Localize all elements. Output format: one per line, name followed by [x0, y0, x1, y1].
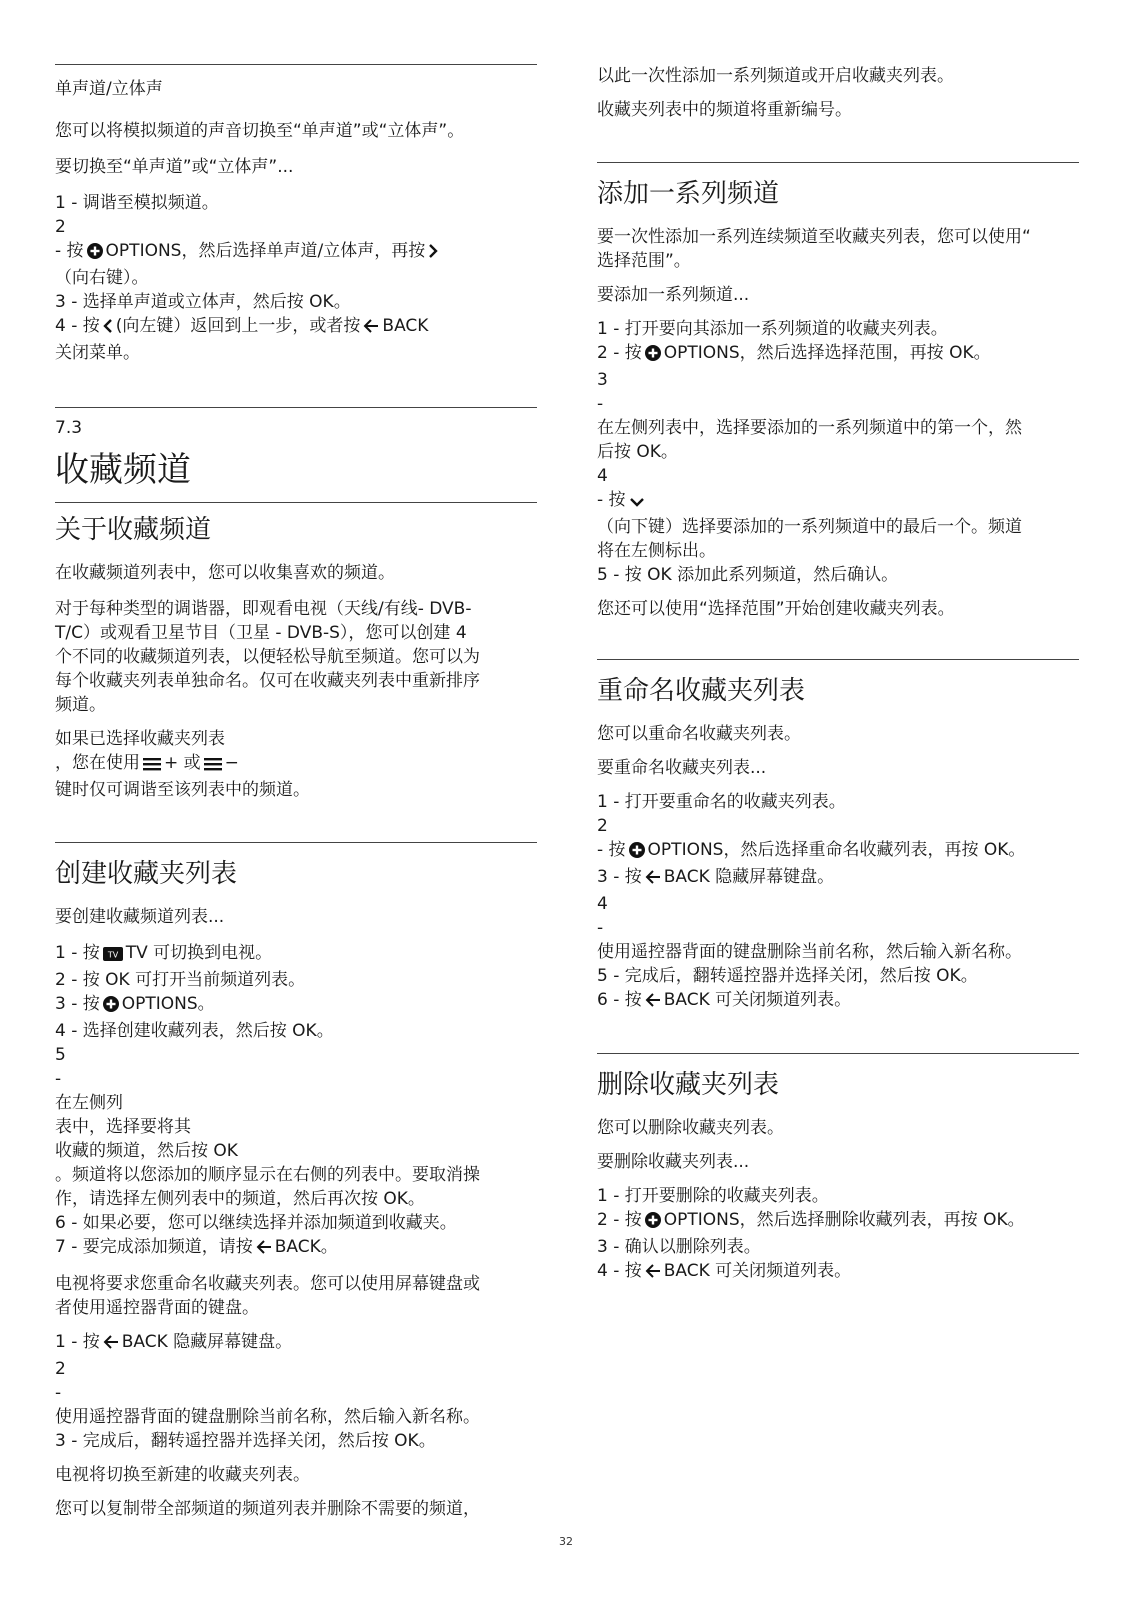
step-text: OPTIONS，然后选择重命名收藏列表，再按 OK。 [647, 840, 1026, 860]
step: 6 - 如果必要，您可以继续选择并添加频道到收藏夹。 [55, 1213, 457, 1233]
paragraph: 要添加一系列频道... [597, 285, 750, 305]
step-text: - 按 [597, 840, 626, 860]
step-text: 4 - 按 [55, 316, 100, 336]
step-number: 2 [597, 816, 608, 836]
text-line: 4 [597, 894, 608, 914]
paragraph [55, 1272, 537, 1320]
step: 1 - 调谐至模拟频道。 [55, 193, 219, 213]
steps-list [55, 1330, 537, 1453]
text-line: 使用遥控器背面的键盘删除当前名称，然后输入新名称。 [55, 1407, 480, 1427]
divider [55, 842, 537, 843]
step-text: OPTIONS，然后选择单声道/立体声，再按 [105, 241, 426, 261]
back-arrow-icon [645, 868, 661, 892]
section-number: 7.3 [55, 418, 83, 438]
section-title: 关于收藏频道 [55, 515, 212, 545]
plus-circle-icon [645, 344, 661, 368]
step-text: OPTIONS，然后选择选择范围，再按 OK。 [663, 343, 991, 363]
text-line: 。频道将以您添加的顺序显示在右侧的列表中。要取消操 [55, 1165, 480, 1185]
tv-icon [103, 944, 123, 968]
step: 1 - 打开要重命名的收藏夹列表。 [597, 792, 846, 812]
step-text: 1 - 按 [55, 943, 100, 963]
plus-circle-icon [87, 242, 103, 266]
paragraph: 要创建收藏频道列表... [55, 907, 225, 927]
step: 3 - 完成后，翻转遥控器并选择关闭，然后按 OK。 [55, 1431, 436, 1451]
step-text: 7 - 要完成添加频道，请按 [55, 1237, 253, 1257]
right-column [597, 64, 1079, 1296]
text-line: 表中，选择要将其 [55, 1117, 191, 1137]
step: 5 - 完成后，翻转遥控器并选择关闭，然后按 OK。 [597, 966, 978, 986]
step [597, 988, 1079, 1015]
paragraph: 要删除收藏夹列表... [597, 1152, 750, 1172]
text-line: 要一次性添加一系列连续频道至收藏夹列表，您可以使用“ [597, 227, 1031, 247]
text-line: - [597, 394, 604, 414]
step-text: BACK 隐藏屏幕键盘。 [121, 1332, 293, 1352]
step [597, 1208, 1079, 1235]
paragraph: 您还可以使用“选择范围”开始创建收藏夹列表。 [597, 599, 955, 619]
paragraph: 您可以复制带全部频道的频道列表并删除不需要的频道， [55, 1499, 480, 1519]
paragraph: 要重命名收藏夹列表... [597, 758, 767, 778]
step-number: 2 [55, 217, 66, 237]
page-number: 32 [559, 1535, 573, 1548]
plus-circle-icon [645, 1211, 661, 1235]
text-line: 每个收藏夹列表单独命名。仅可在收藏夹列表中重新排序 [55, 671, 480, 691]
chevron-left-icon [103, 317, 113, 341]
text: + 或 [164, 753, 201, 773]
divider [597, 162, 1079, 163]
paragraph: 您可以重命名收藏夹列表。 [597, 724, 801, 744]
step-text: BACK 可关闭频道列表。 [663, 990, 852, 1010]
divider [55, 502, 537, 503]
step [55, 1235, 537, 1262]
steps-list [597, 790, 1079, 1015]
step: 3 - 选择单声道或立体声，然后按 OK。 [55, 292, 351, 312]
plus-circle-icon [103, 995, 119, 1019]
text: − [224, 753, 239, 773]
paragraph: 在收藏频道列表中，您可以收集喜欢的频道。 [55, 563, 395, 583]
chapter-title: 收藏频道 [55, 450, 191, 490]
step-text: (向左键）返回到上一步，或者按 [115, 316, 361, 336]
paragraph: 您可以将模拟频道的声音切换至“单声道”或“立体声”。 [55, 121, 465, 141]
text-line: - [55, 1069, 62, 1089]
text-line: 频道。 [55, 695, 106, 715]
text-line: 在左侧列表中，选择要添加的一系列频道中的第一个，然 [597, 418, 1022, 438]
step-text: 3 - 按 [597, 867, 642, 887]
chevron-right-icon [428, 242, 438, 266]
text-line: 电视将要求您重命名收藏夹列表。您可以使用屏幕键盘或 [55, 1274, 480, 1294]
paragraph [597, 225, 1079, 273]
section-title: 添加一系列频道 [597, 179, 780, 209]
step-text: （向右键）。 [55, 268, 149, 288]
section-title: 创建收藏夹列表 [55, 859, 238, 889]
svg-text:TV: TV [107, 950, 118, 960]
list-icon [143, 754, 161, 778]
back-arrow-icon [103, 1333, 119, 1357]
paragraph: 要切换至“单声道”或“立体声”... [55, 157, 294, 177]
step [55, 314, 537, 341]
step-text: 2 - 按 [597, 343, 642, 363]
step [55, 992, 537, 1019]
text-line: 作，请选择左侧列表中的频道，然后再次按 OK。 [55, 1189, 425, 1209]
text-line: - [597, 918, 604, 938]
chevron-down-icon [629, 491, 645, 515]
text-line: 者使用遥控器背面的键盘。 [55, 1298, 259, 1318]
paragraph [55, 727, 537, 802]
text-line: - [55, 1383, 62, 1403]
step-text: 4 - 按 [597, 1261, 642, 1281]
text-line: 2 [55, 1359, 66, 1379]
steps-list [597, 1184, 1079, 1286]
text-line: 将在左侧标出。 [597, 541, 716, 561]
text-line: 如果已选择收藏夹列表 [55, 729, 225, 749]
text-line: 在左侧列 [55, 1093, 123, 1113]
text-line: 个不同的收藏频道列表，以便轻松导航至频道。您可以为 [55, 647, 480, 667]
text-line: 后按 OK。 [597, 442, 678, 462]
text-line: 5 [55, 1045, 66, 1065]
step-text: 关闭菜单。 [55, 343, 140, 363]
left-column [55, 64, 537, 1531]
subtitle: 单声道/立体声 [55, 79, 163, 99]
step: 3 - 确认以删除列表。 [597, 1237, 761, 1257]
step [597, 838, 1079, 865]
section-title: 删除收藏夹列表 [597, 1070, 780, 1100]
step [597, 341, 1079, 368]
text-line: T/C）或观看卫星节目（卫星 - DVB-S），您可以创建 4 [55, 623, 467, 643]
text-line: 3 [597, 370, 608, 390]
divider [597, 659, 1079, 660]
step [55, 239, 537, 266]
back-arrow-icon [363, 317, 379, 341]
step: 5 - 按 OK 添加此系列频道，然后确认。 [597, 565, 899, 585]
back-arrow-icon [645, 1262, 661, 1286]
step: 2 - 按 OK 可打开当前频道列表。 [55, 970, 306, 990]
step-text: 2 - 按 [597, 1210, 642, 1230]
text-line: 选择范围”。 [597, 251, 691, 271]
text-line [55, 751, 537, 778]
step-text: BACK 可关闭频道列表。 [663, 1261, 852, 1281]
text: ，您在使用 [55, 753, 140, 773]
divider [597, 1053, 1079, 1054]
step-text: OPTIONS，然后选择删除收藏列表，再按 OK。 [663, 1210, 1025, 1230]
paragraph: 电视将切换至新建的收藏夹列表。 [55, 1465, 310, 1485]
plus-circle-icon [629, 841, 645, 865]
mono-stereo-section [55, 65, 537, 365]
step-text: - 按 [55, 241, 84, 261]
step-number: 4 [597, 466, 608, 486]
step-text: 6 - 按 [597, 990, 642, 1010]
step-text: BACK 隐藏屏幕键盘。 [663, 867, 835, 887]
step [55, 1330, 537, 1357]
list-icon [204, 754, 222, 778]
step-text: BACK [382, 316, 429, 336]
text-line: 收藏的频道，然后按 OK [55, 1141, 238, 1161]
paragraph: 以此一次性添加一系列频道或开启收藏夹列表。 [597, 66, 954, 86]
step-text: 3 - 按 [55, 994, 100, 1014]
steps-list [55, 191, 537, 365]
step-text: TV 可切换到电视。 [125, 943, 273, 963]
paragraph: 您可以删除收藏夹列表。 [597, 1118, 784, 1138]
step [597, 865, 1079, 892]
step [597, 488, 1079, 515]
step-text: 1 - 按 [55, 1332, 100, 1352]
text-line: （向下键）选择要添加的一系列频道中的最后一个。频道 [597, 517, 1022, 537]
step-text: BACK。 [274, 1237, 338, 1257]
step: 1 - 打开要删除的收藏夹列表。 [597, 1186, 829, 1206]
back-arrow-icon [645, 991, 661, 1015]
paragraph [55, 597, 537, 717]
text-line: 键时仅可调谐至该列表中的频道。 [55, 780, 310, 800]
step [55, 941, 537, 968]
step [597, 1259, 1079, 1286]
step: 1 - 打开要向其添加一系列频道的收藏夹列表。 [597, 319, 948, 339]
divider [55, 407, 537, 408]
step-text: - 按 [597, 490, 626, 510]
paragraph: 收藏夹列表中的频道将重新编号。 [597, 100, 852, 120]
text-line: 使用遥控器背面的键盘删除当前名称，然后输入新名称。 [597, 942, 1022, 962]
steps-list [55, 941, 537, 1262]
text-line: 对于每种类型的调谐器，即观看电视（天线/有线- DVB- [55, 599, 472, 619]
back-arrow-icon [256, 1238, 272, 1262]
steps-list [597, 317, 1079, 587]
step: 4 - 选择创建收藏列表，然后按 OK。 [55, 1021, 334, 1041]
step-text: OPTIONS。 [121, 994, 215, 1014]
section-title: 重命名收藏夹列表 [597, 676, 806, 706]
